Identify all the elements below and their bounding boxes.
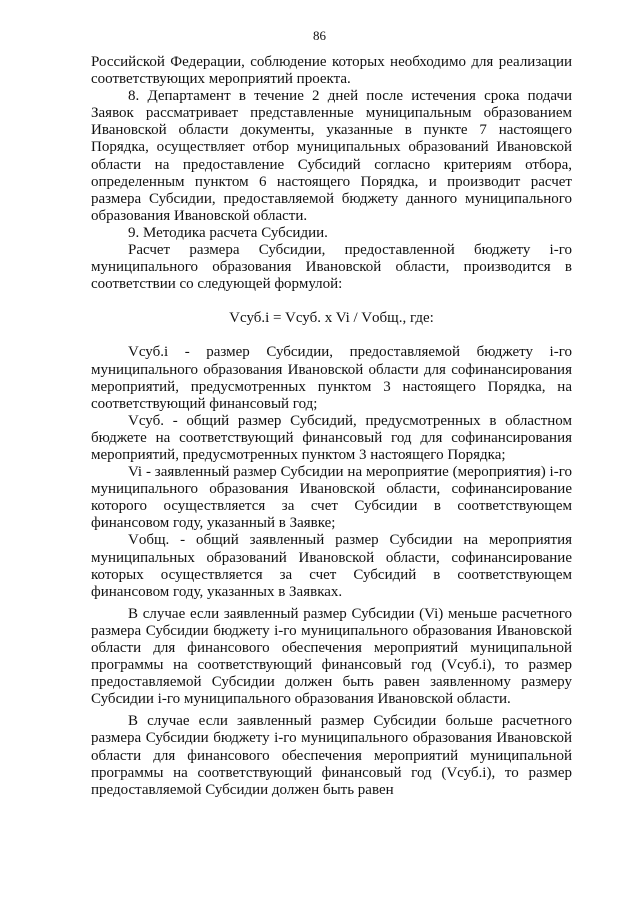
paragraph-calculation-intro: Расчет размера Субсидии, предоставленной бюджету i-го муниципального образования Ивановской области, производится в соответствии со следующей формулой: [91, 242, 572, 293]
paragraph-item-9-heading: 9. Методика расчета Субсидии. [128, 224, 328, 241]
paragraph-item-8: 8. Департамент в течение 2 дней после истечения срока подачи Заявок рассматривает представленные муниципальным образованием Ивановской области документы, указанные в пункте 7 настоящего Порядка, осуществляет отбор муниципальных образований Ивановской области на предоставление Субсидий согласно критериям отбора, определенным пунктом 6 настоящего Порядка, и производит расчет размера Субсидии, предоставляемой бюджету данного муниципального образования Ивановской области. [91, 88, 572, 224]
document-body [91, 54, 572, 799]
paragraph-case-less: В случае если заявленный размер Субсидии (Vi) меньше расчетного размера Субсидии бюджету i-го муниципального образования Ивановской области для финансового обеспечения мероприятий муниципальной программы на соответствующий финансовый год (Vсуб.i), то размер предоставляемой Субсидии должен быть равен заявленному размеру Субсидии i-го муниципального образования Ивановской области. [91, 605, 572, 708]
paragraph-case-greater: В случае если заявленный размер Субсидии больше расчетного размера Субсидии бюджету i-го муниципального образования Ивановской области для финансового обеспечения мероприятий муниципальной программы на соответствующий финансовый год (Vсуб.i), то размер предоставляемой Субсидии должен быть равен [91, 713, 572, 798]
definition-vobsh: Vобщ. - общий заявленный размер Субсидии на мероприятия муниципальных образований Ивановской области, софинансирование которых осуществляется за счет Субсидий в соответствующем финансовом году, указанных в Заявках. [91, 532, 572, 600]
page-number: 86 [313, 28, 326, 43]
paragraph-continuation: Российской Федерации, соблюдение которых необходимо для реализации соответствующих мероприятий проекта. [91, 54, 572, 88]
definition-vsub-total: Vсуб. - общий размер Субсидий, предусмотренных в областном бюджете на соответствующий финансовый год для софинансирования мероприятий, предусмотренных пунктом 3 настоящего Порядка; [91, 412, 572, 463]
definition-vsub-i: Vсуб.i - размер Субсидии, предоставляемой бюджету i-го муниципального образования Ивановской области для софинансирования мероприятий, предусмотренных пунктом 3 настоящего Порядка, на соответствующий финансовый год; [91, 344, 572, 412]
subsidy-formula: Vсуб.i = Vсуб. x Vi / Vобщ., где: [229, 310, 434, 327]
definition-vi: Vi - заявленный размер Субсидии на мероприятие (мероприятия) i-го муниципального образования Ивановской области, софинансирование которого осуществляется за счет Субсидии в соответствующем финансовом году, указанный в Заявке; [91, 464, 572, 532]
